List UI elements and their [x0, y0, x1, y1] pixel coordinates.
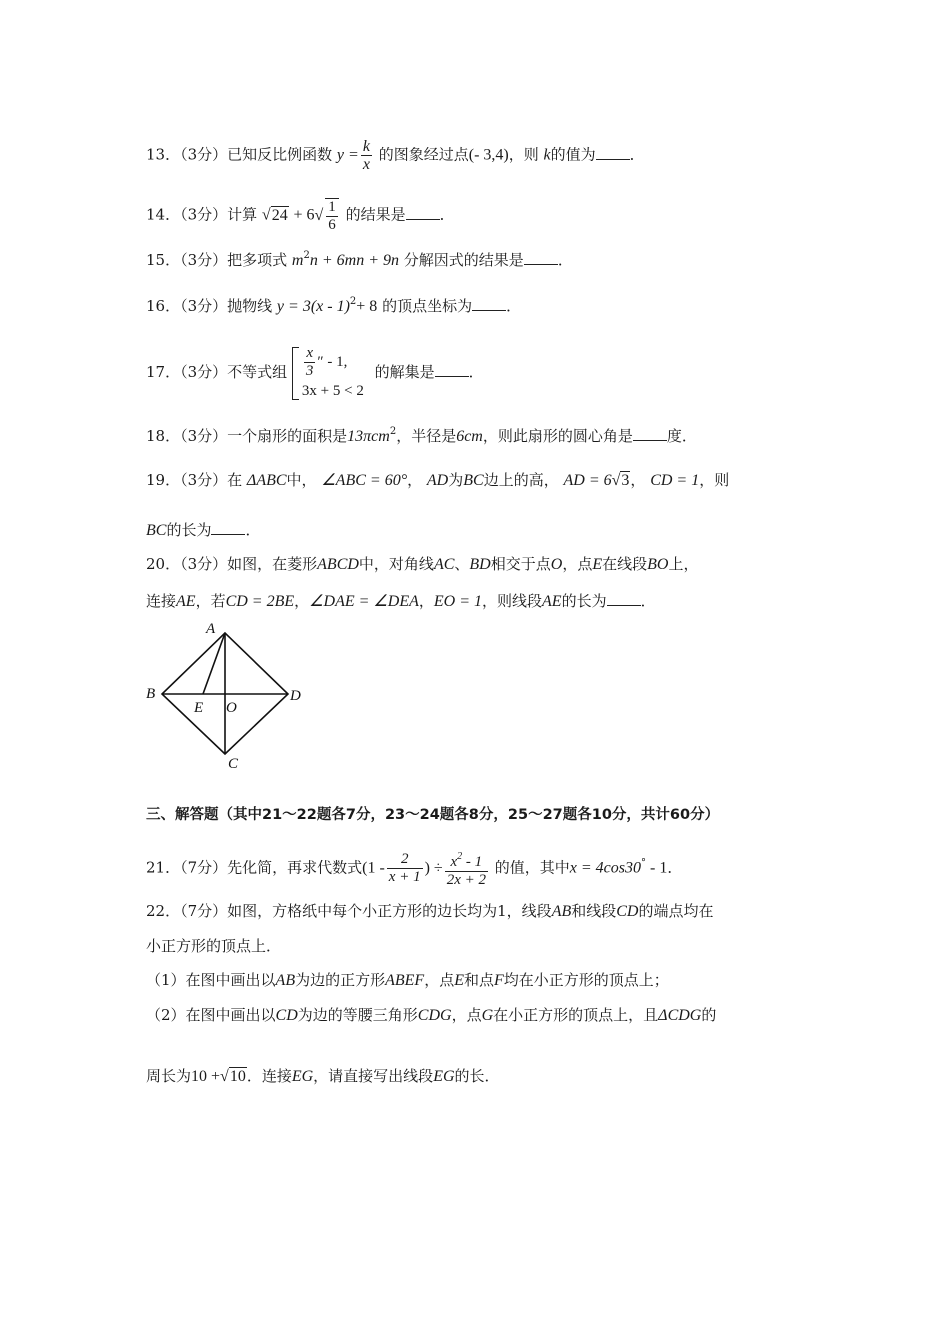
- question-20-line-1: 20．（3分）如图，在菱形ABCD中，对角线AC、BD相交于点O，点E在线段BO上，: [146, 555, 699, 573]
- question-16: 16．（3分）抛物线 y = 3(x - 1)$^2$+ 8 的顶点坐标为 ．: [146, 296, 522, 315]
- question-14: 14．（3分）计算 √24 + 6√ $\frac{1}{6}$ 的结果是 ．: [146, 199, 455, 233]
- question-19-line-1: 19．（3分）在 ΔABC中， ∠ABC = 60°， AD为BC边上的高， AD = 6√3， CD = 1，则: [146, 471, 730, 489]
- fraction-k-over-x: $\frac{k}{x}$: [362, 138, 370, 173]
- answer-blank[interactable]: [406, 205, 440, 220]
- sqrt-one-sixth: √ $\frac{1}{6}$: [315, 207, 341, 224]
- answer-blank[interactable]: [596, 145, 630, 160]
- label-b: B: [146, 686, 156, 702]
- question-22-line-1: 22．（7分）如图，方格纸中每个小正方形的边长均为1，线段AB和线段CD的端点均在: [146, 902, 714, 920]
- left-brace: [292, 347, 299, 400]
- label-e: E: [194, 700, 204, 716]
- answer-blank[interactable]: [633, 426, 667, 441]
- label-o: O: [226, 700, 237, 716]
- sqrt-24: √24: [261, 206, 288, 224]
- label-a: A: [206, 621, 216, 637]
- segment-ae: [203, 633, 225, 694]
- question-13: 13．（3分）已知反比例函数 y = $\frac{k}{x}$ 的图象经过点(- 3,4)，则 k的值为 ．: [146, 138, 645, 173]
- answer-blank[interactable]: [211, 520, 245, 535]
- label-c: C: [228, 756, 239, 772]
- question-19-line-2: BC的长为 ．: [146, 521, 261, 539]
- label-d: D: [290, 688, 301, 704]
- answer-blank[interactable]: [435, 362, 469, 377]
- rhombus-figure: [140, 618, 310, 774]
- question-22-part-2: （2）在图中画出以CD为边的等腰三角形CDG，点G在小正方形的顶点上，且ΔCDG的: [146, 1006, 717, 1024]
- question-22-line-2: 小正方形的顶点上．: [146, 937, 282, 955]
- question-22-part-2b: 周长为10 +√10．连接EG，请直接写出线段EG的长．: [146, 1067, 500, 1085]
- question-18: 18．（3分）一个扇形的面积是13πcm$^2$，半径是6cm，则此扇形的圆心角是 度．: [146, 426, 697, 445]
- question-20-line-2: 连接AE，若CD = 2BE，∠DAE = ∠DEA，EO = 1，则线段AE的长为 ．: [146, 592, 656, 610]
- question-15: 15．（3分）把多项式 $m^2n + 6mn + 9n$ 分解因式的结果是 ．: [146, 250, 573, 269]
- answer-blank[interactable]: [472, 296, 506, 311]
- section-3-heading: 三、解答题（其中21～22题各7分，23～24题各8分，25～27题各10分，共计60分）: [146, 807, 720, 823]
- answer-blank[interactable]: [607, 591, 641, 606]
- question-22-part-1: （1）在图中画出以AB为边的正方形ABEF，点E和点F均在小正方形的顶点上；: [146, 971, 669, 989]
- question-17: 17．（3分）不等式组 $\frac{x}{3}$ ″ - 1, 3x + 5 < 2 的解集是 ．: [146, 340, 484, 404]
- inequality-system: $\frac{x}{3}$ ″ - 1, 3x + 5 < 2: [292, 345, 364, 402]
- question-21: 21．（7分）先化简，再求代数式(1 - $\frac{2}{x + 1}$ ) ÷ $\frac{x^2 - 1}{2x + 2}$ 的值，其中x = 4cos30° - 1．: [146, 848, 682, 889]
- answer-blank[interactable]: [524, 250, 558, 265]
